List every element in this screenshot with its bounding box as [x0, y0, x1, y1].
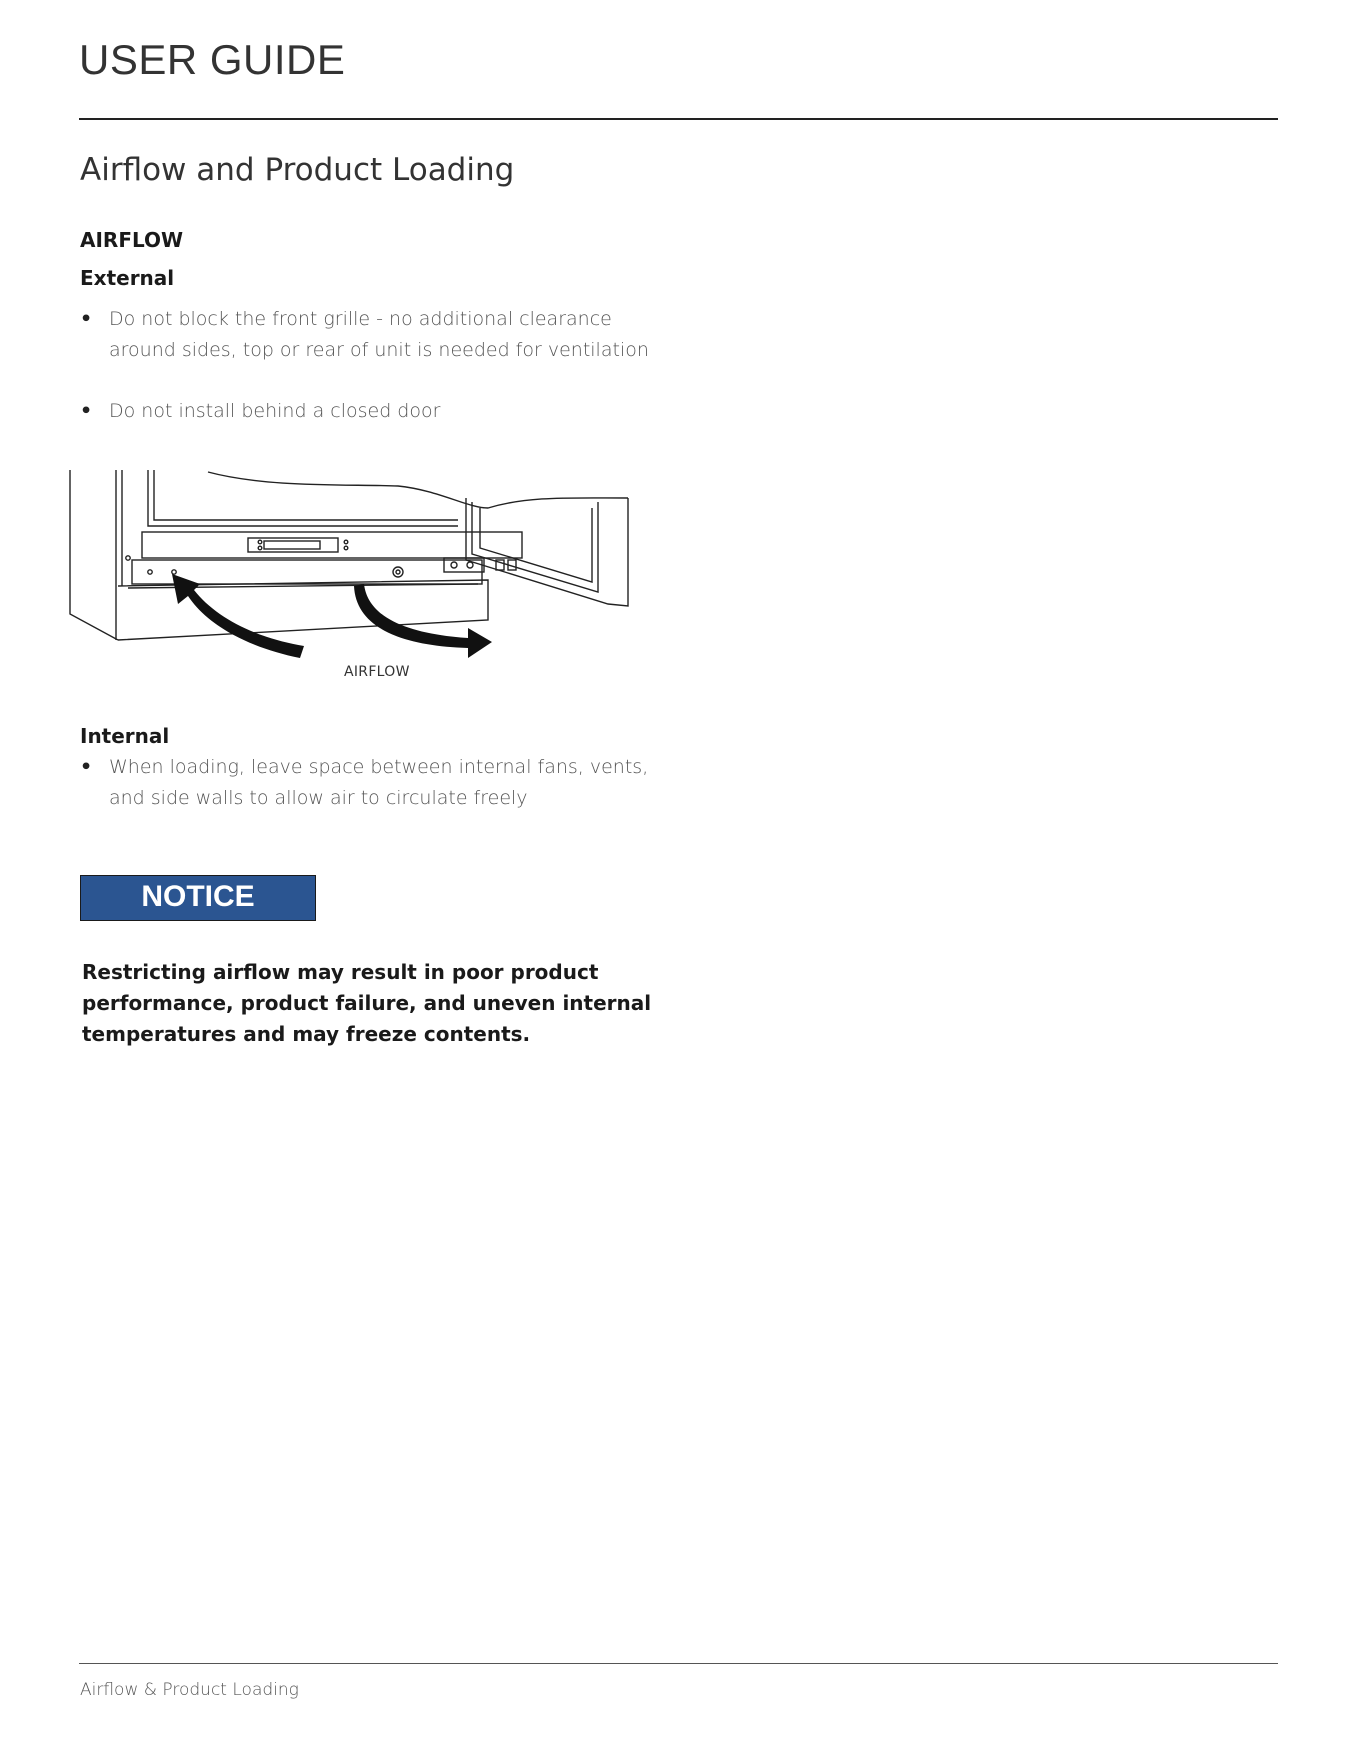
subheading-internal: Internal: [80, 724, 170, 748]
figure-caption: AIRFLOW: [344, 664, 410, 680]
bullet-text: When loading, leave space between internal fans, vents, and side walls to allow air to circulate freely: [109, 756, 649, 809]
header-divider: [79, 118, 1278, 120]
bullet-dot-icon: •: [80, 308, 93, 330]
section-heading-airflow: AIRFLOW: [80, 228, 184, 252]
notice-label-badge: NOTICE: [80, 875, 316, 921]
bullet-item: [80, 752, 680, 814]
footer-divider: [79, 1663, 1278, 1664]
notice-text: Restricting airflow may result in poor product performance, product failure, and uneven internal temperatures and may freeze contents.: [82, 960, 652, 1046]
bullet-text: Do not block the front grille - no additional clearance around sides, top or rear of unit is needed for ventilation: [109, 308, 649, 361]
footer-text: Airflow & Product Loading: [80, 1680, 299, 1700]
bullet-text: Do not install behind a closed door: [109, 400, 441, 422]
bullet-item: [80, 396, 680, 427]
bullet-dot-icon: •: [80, 756, 93, 778]
bullet-item: [80, 304, 680, 366]
airflow-illustration: [68, 468, 632, 690]
bullet-dot-icon: •: [80, 400, 93, 422]
document-header-title: USER GUIDE: [79, 36, 346, 83]
page-title: Airflow and Product Loading: [80, 152, 515, 188]
subheading-external: External: [80, 266, 175, 290]
